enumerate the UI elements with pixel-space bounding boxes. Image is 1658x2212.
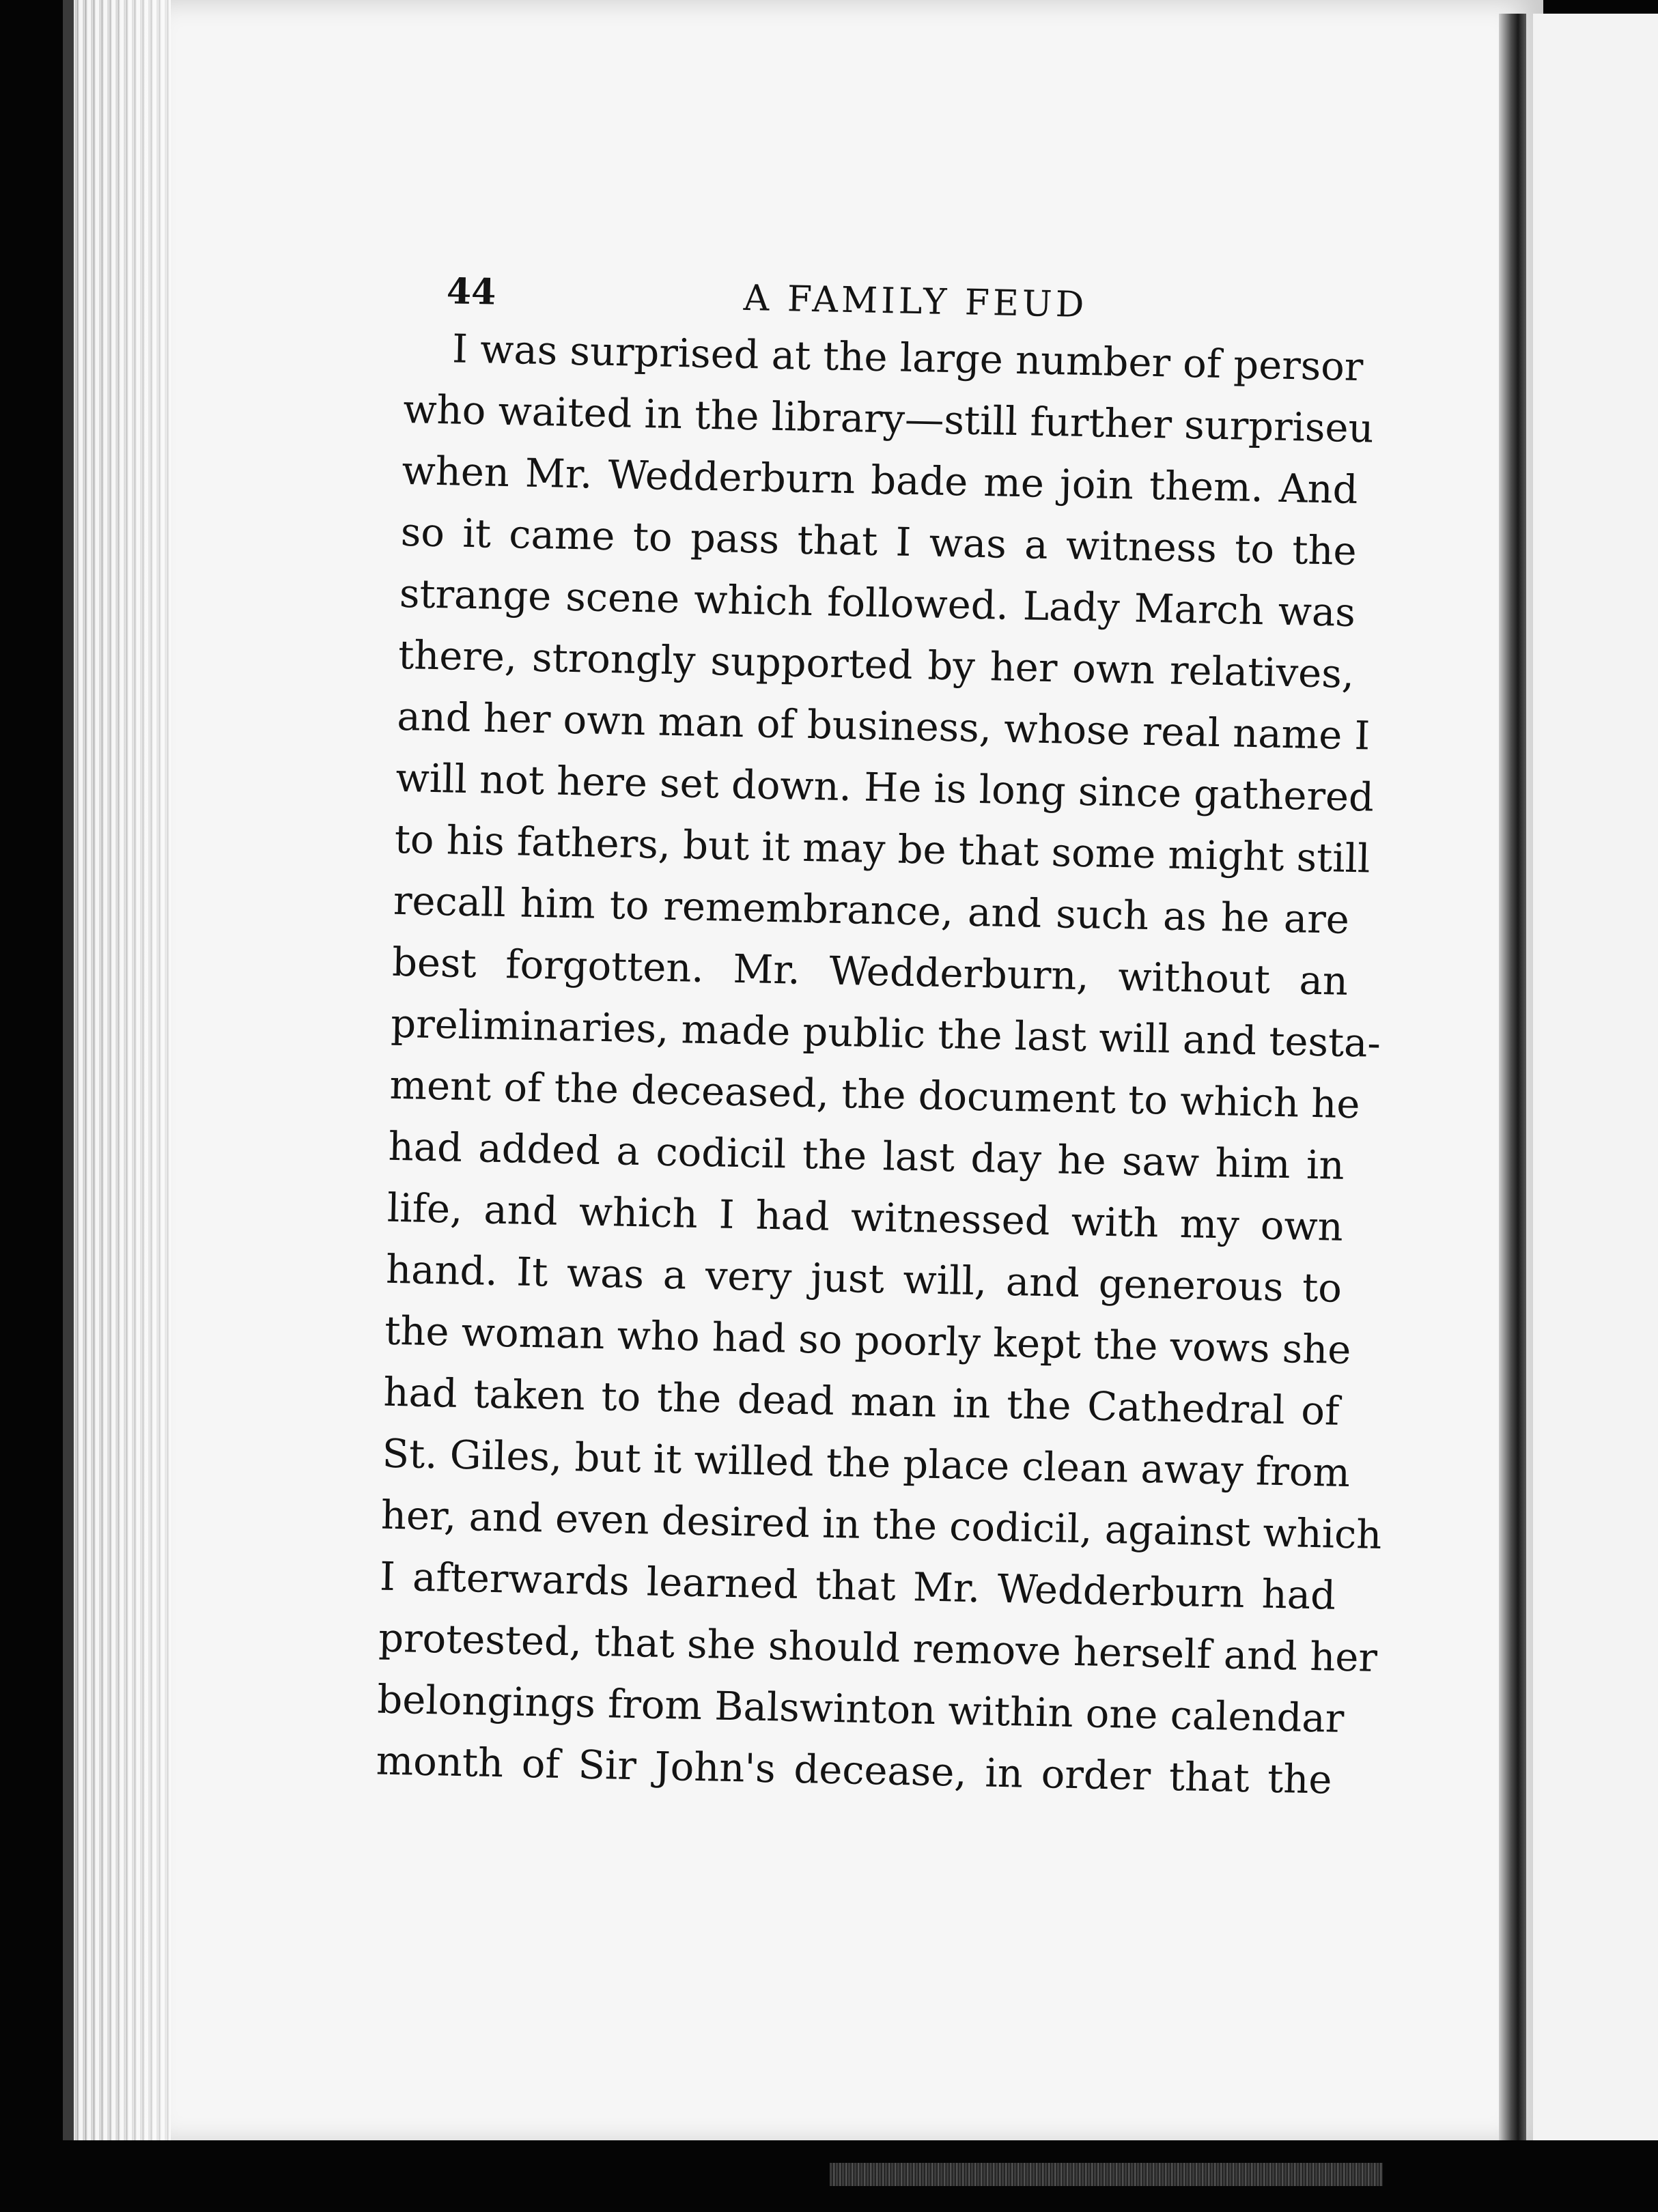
text-line: when Mr. Wedderburn bade me join them. And	[402, 447, 1359, 513]
text-line: her, and even desired in the codicil, against which	[380, 1492, 1382, 1559]
text-line: strange scene which followed. Lady March was	[399, 570, 1356, 636]
text-line: will not here set down. He is long since gathered	[395, 754, 1375, 821]
text-line: I was surprised at the large number of persor	[451, 326, 1364, 391]
text-line: St. Giles, but it willed the place clean away from	[382, 1430, 1351, 1497]
page-number: 44	[446, 270, 496, 313]
text-line: who waited in the library—still further surpriseu	[402, 386, 1375, 452]
text-line: preliminaries, made public the last will and testa-	[390, 1000, 1381, 1066]
scanner-bottom-band	[0, 2140, 1658, 2212]
text-line: ment of the deceased, the document to which he	[389, 1062, 1361, 1128]
page-text-block	[376, 256, 1396, 1812]
facing-page-sliver	[1533, 14, 1658, 2151]
text-line: so it came to pass that I was a witness to the	[400, 509, 1358, 575]
book-bottom-edge-texture	[830, 2163, 1383, 2186]
text-line: hand. It was a very just will, and generous to	[385, 1246, 1343, 1311]
text-line: the woman who had so poorly kept the vows she	[384, 1307, 1352, 1374]
text-line: there, strongly supported by her own relatives,	[397, 632, 1355, 697]
text-line: life, and which I had witnessed with my own	[387, 1185, 1344, 1250]
book-block-edge	[63, 0, 74, 2151]
text-line: had taken to the dead man in the Cathedral of	[382, 1369, 1340, 1434]
text-line: best forgotten. Mr. Wedderburn, without an	[391, 939, 1349, 1004]
text-line: I afterwards learned that Mr. Wedderburn had	[379, 1553, 1336, 1619]
text-line: to his fathers, but it may be that some might still	[394, 816, 1371, 882]
text-line: protested, that she should remove herself and her	[378, 1615, 1378, 1681]
text-line: had added a codicil the last day he saw him in	[388, 1123, 1345, 1189]
page-gutter-shadow	[1499, 14, 1526, 2151]
text-line: and her own man of business, whose real name I	[396, 693, 1371, 759]
text-line: month of Sir John's decease, in order that the	[376, 1738, 1333, 1803]
text-line: recall him to remembrance, and such as he are	[393, 877, 1350, 943]
running-title: A FAMILY FEUD	[743, 277, 1088, 326]
text-line: belongings from Balswinton within one calendar	[376, 1676, 1345, 1742]
